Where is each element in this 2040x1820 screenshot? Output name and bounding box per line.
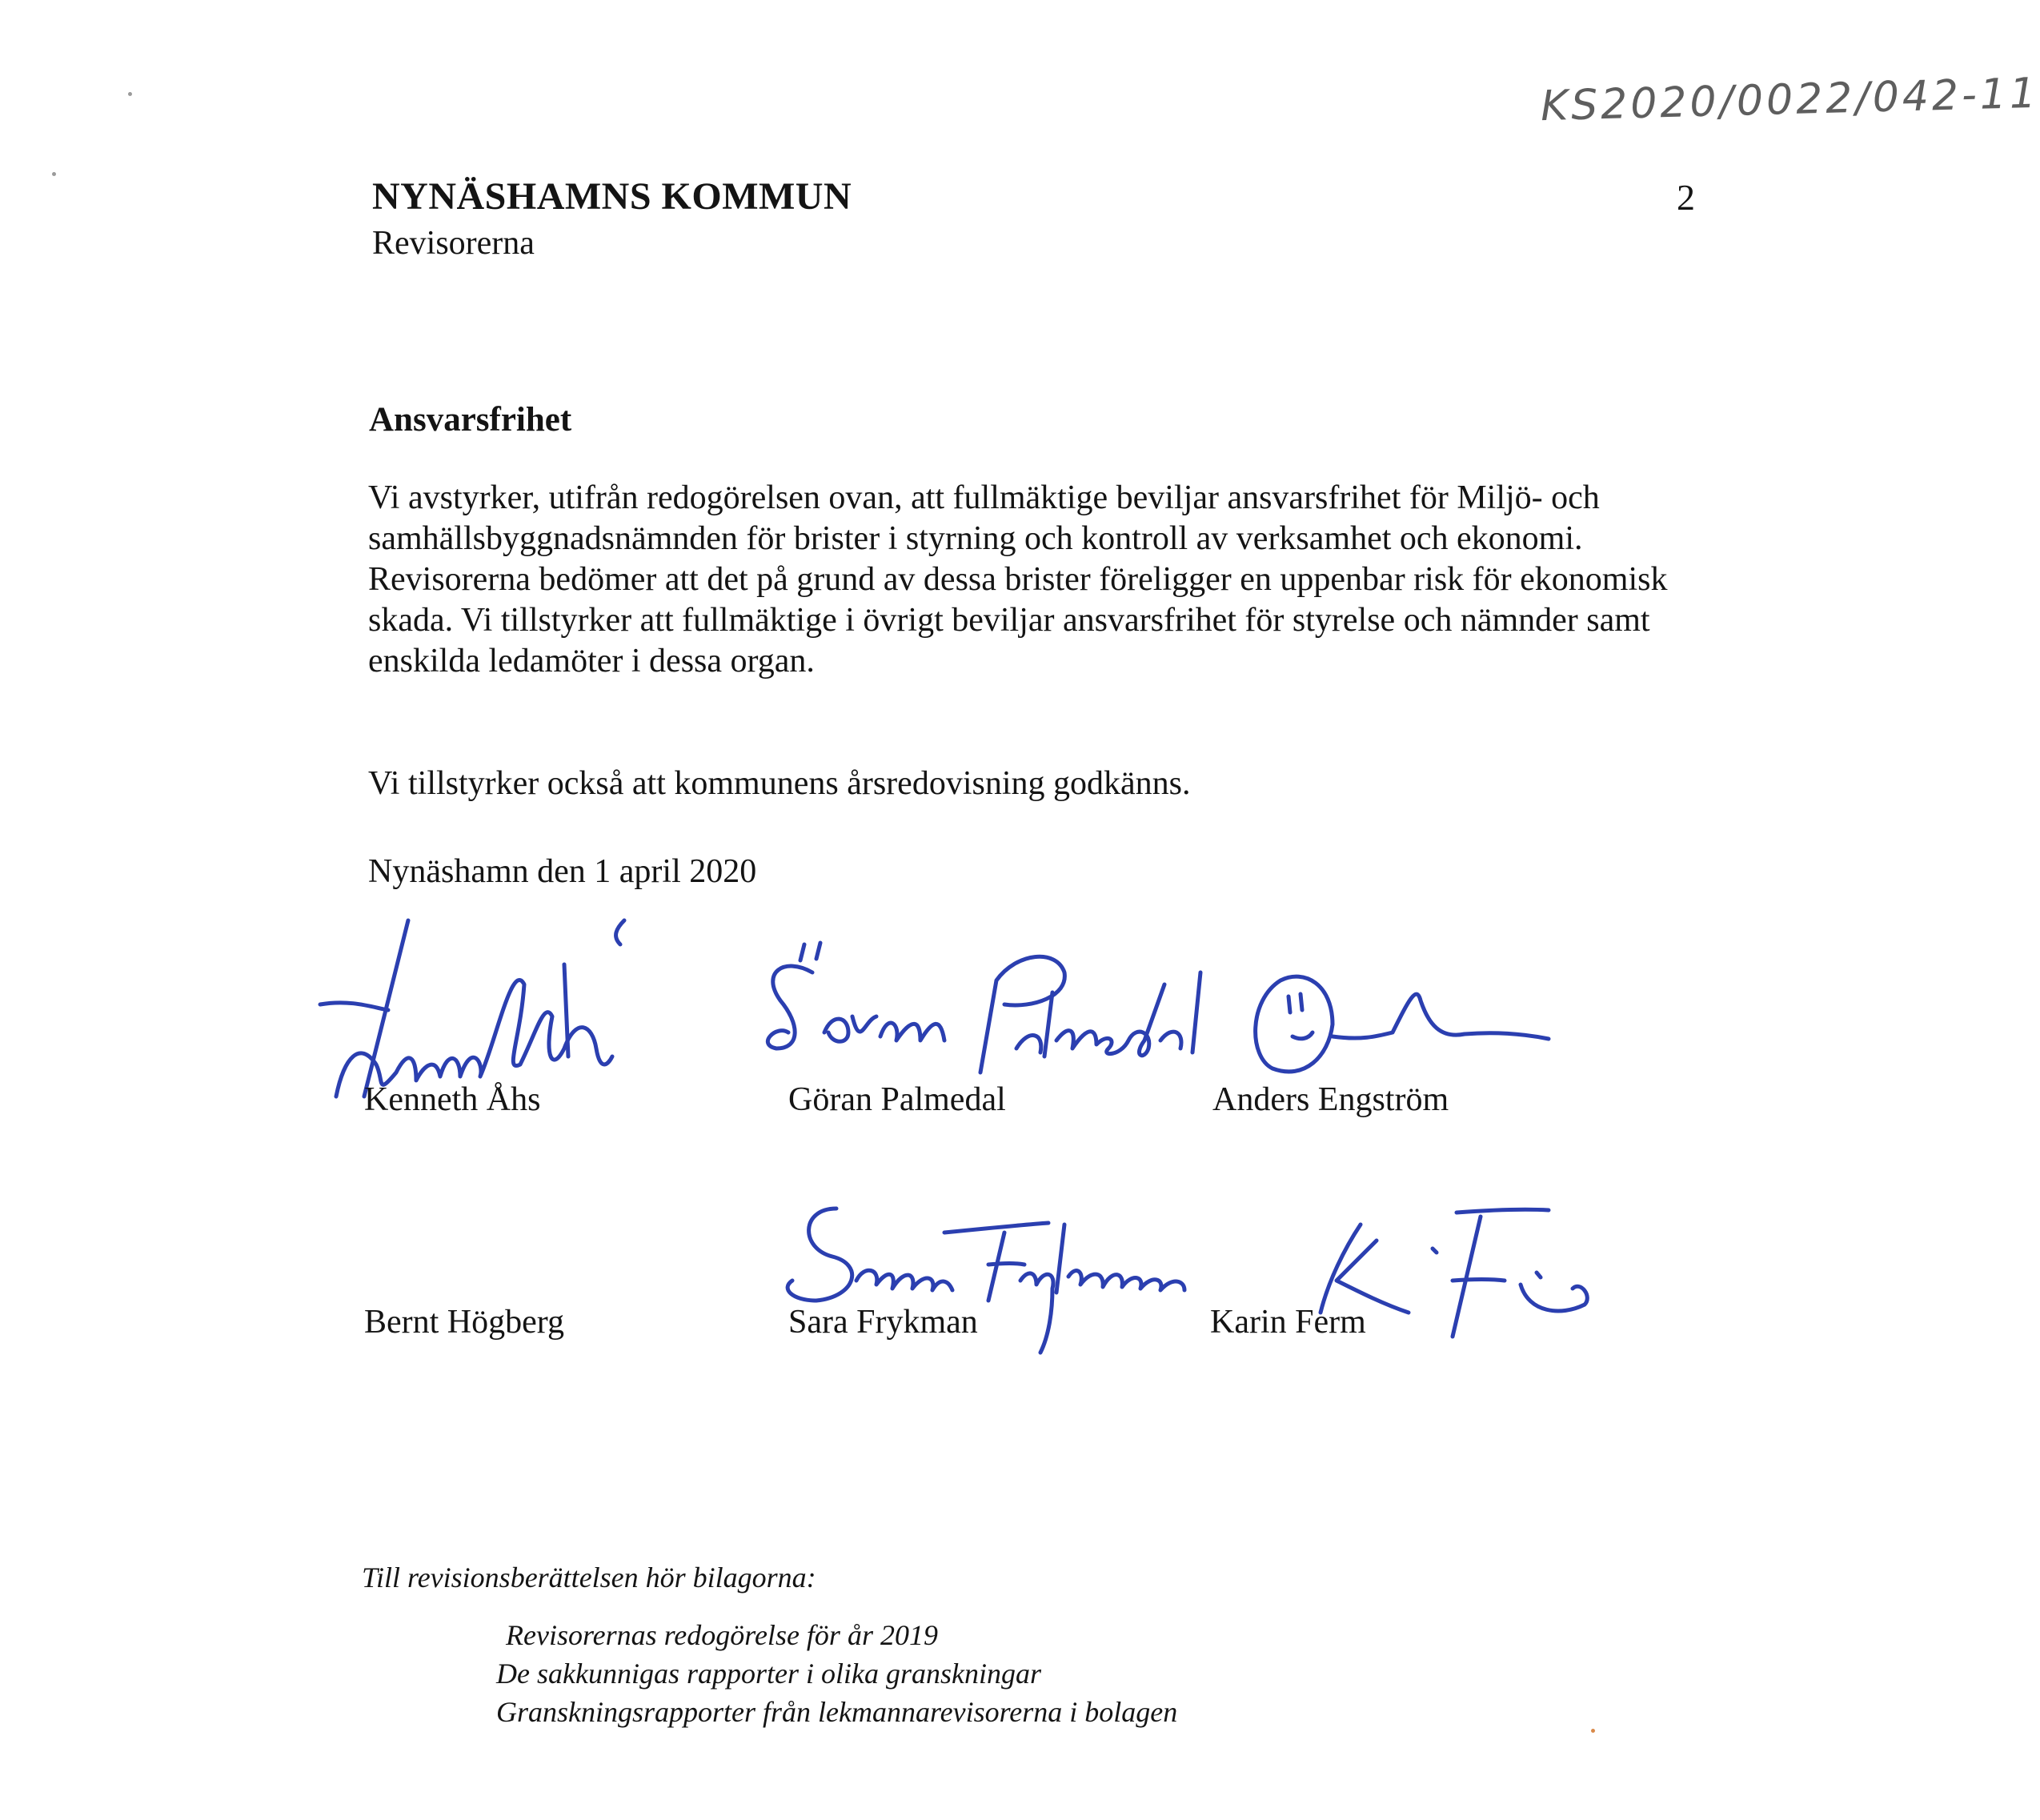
signatory-name: Sara Frykman xyxy=(788,1304,978,1341)
attachment-item: Revisorernas redogörelse för år 2019 xyxy=(506,1619,938,1651)
attachment-item: De sakkunnigas rapporter i olika granskningar xyxy=(496,1658,1041,1690)
scan-speck xyxy=(52,172,56,176)
department-name: Revisorerna xyxy=(372,225,535,262)
signature-anders-engstrom xyxy=(1256,976,1549,1072)
signatory-name: Bernt Högberg xyxy=(364,1304,565,1341)
attachment-item: Granskningsrapporter från lekmannarevisorerna i bolagen xyxy=(496,1696,1178,1728)
signatory-name: Göran Palmedal xyxy=(788,1081,1006,1118)
organization-name: NYNÄSHAMNS KOMMUN xyxy=(372,175,852,218)
section-heading: Ansvarsfrihet xyxy=(369,401,572,439)
signature-goran-palmedal xyxy=(768,943,1200,1072)
handwritten-reference-number: KS2020/0022/042-11 xyxy=(1540,69,2040,131)
signatory-name: Anders Engström xyxy=(1212,1081,1449,1118)
signature-kenneth-ahs xyxy=(320,920,624,1096)
signatory-name: Karin Ferm xyxy=(1210,1304,1366,1341)
page-number: 2 xyxy=(1677,177,1695,218)
scan-speck xyxy=(128,92,132,96)
scan-speck xyxy=(1591,1729,1595,1733)
body-paragraph-2: Vi tillstyrker också att kommunens årsredovisning godkänns. xyxy=(368,765,1191,802)
attachments-intro: Till revisionsberättelsen hör bilagorna: xyxy=(362,1561,816,1594)
date-line: Nynäshamn den 1 april 2020 xyxy=(368,853,757,890)
signatory-name: Kenneth Åhs xyxy=(364,1081,541,1118)
body-paragraph-1: Vi avstyrker, utifrån redogörelsen ovan, att fullmäktige beviljar ansvarsfrihet för Miljö- och samhällsbyggnadsnämnden för brister i styrning och kontroll av verksamhet och ekonomi. Revisorerna bedömer att det på grund av dessa brister föreligger en uppenbar risk för ekonomisk skada. Vi tillstyrker att fullmäktige i övrigt beviljar ansvarsfrihet för styrelse och nämnder samt enskilda ledamöter i dessa organ. xyxy=(368,479,1668,679)
